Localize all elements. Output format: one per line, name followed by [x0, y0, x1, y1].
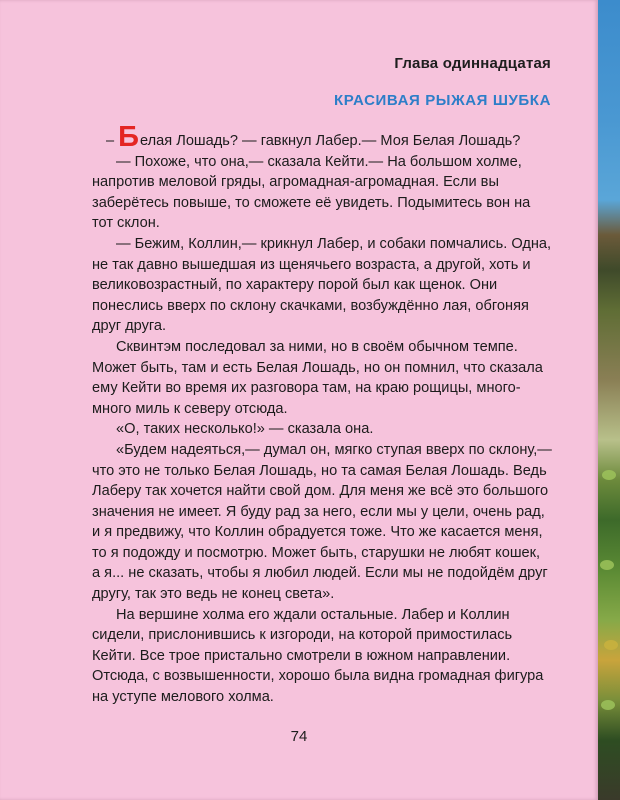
leaf-decoration — [600, 560, 614, 570]
paragraph-2: — Похоже, что она,— сказала Кейти.— На большом холме, напротив меловой гряды, агромадная-агромадная. Если вы заберётесь повыше, то сможете её увидеть. Подымитесь вон на тот склон. — [92, 153, 531, 232]
paragraph-4: Сквинтэм последовал за ними, но в своём обычном темпе. Может быть, там и есть Белая Лошадь, но он помнил, что сказала ему Кейти во время их разговора там, на краю рощицы, много-много миль к северу отсюда. — [92, 338, 543, 417]
chapter-title: КРАСИВАЯ РЫЖАЯ ШУБКА — [334, 92, 551, 109]
leaf-decoration — [604, 640, 618, 650]
body-text — [92, 121, 552, 708]
paragraph-6: «Будем надеяться,— думал он, мягко ступая вверх по склону,— что это не только Белая Лошадь, но та самая Белая Лошадь. Ведь Лаберу так хочется найти свой дом. Для меня же всё это большого значения не имеет. Я буду рад за него, если мы у цели, очень рад, и я предвижу, что Коллин обрадуется тоже. Что же касается меня, то я подожду и посмотрю. Может быть, старушки не любят кошек, а я... не сказать, чтобы я любил людей. Если мы не подойдём друг другу, так это ведь не конец света». — [92, 441, 552, 603]
page-number: 74 — [290, 728, 308, 745]
opening-dash: – — [106, 133, 119, 149]
paragraph-3: — Бежим, Коллин,— крикнул Лабер, и собаки помчались. Одна, не так давно вышедшая из щенячьего возраста, а другой, хоть и великовозрастный, по характеру порой был как щенок. Они понеслись вверх по склону скачками, возбуждённо лая, обгоняя друг друга. — [92, 235, 552, 335]
drop-cap: Б — [118, 121, 140, 153]
paragraph-7: На вершине холма его ждали остальные. Лабер и Коллин сидели, прислонившись к изгороди, на которой примостилась Кейти. Все трое пристально смотрели в южном направлении. Отсюда, с возвышенности, хорошо была видна громадная фигура на уступе мелового холма. — [92, 606, 544, 706]
leaf-decoration — [602, 470, 616, 480]
paragraph-1-text: елая Лошадь? — гавкнул Лабер.— Моя Белая Лошадь? — [140, 133, 521, 149]
facing-page-illustration-edge — [598, 0, 620, 800]
paragraph-5: «О, таких несколько!» — сказала она. — [116, 421, 374, 438]
chapter-label: Глава одиннадцатая — [394, 55, 551, 72]
leaf-decoration — [601, 700, 615, 710]
paragraph-1 — [92, 121, 552, 153]
